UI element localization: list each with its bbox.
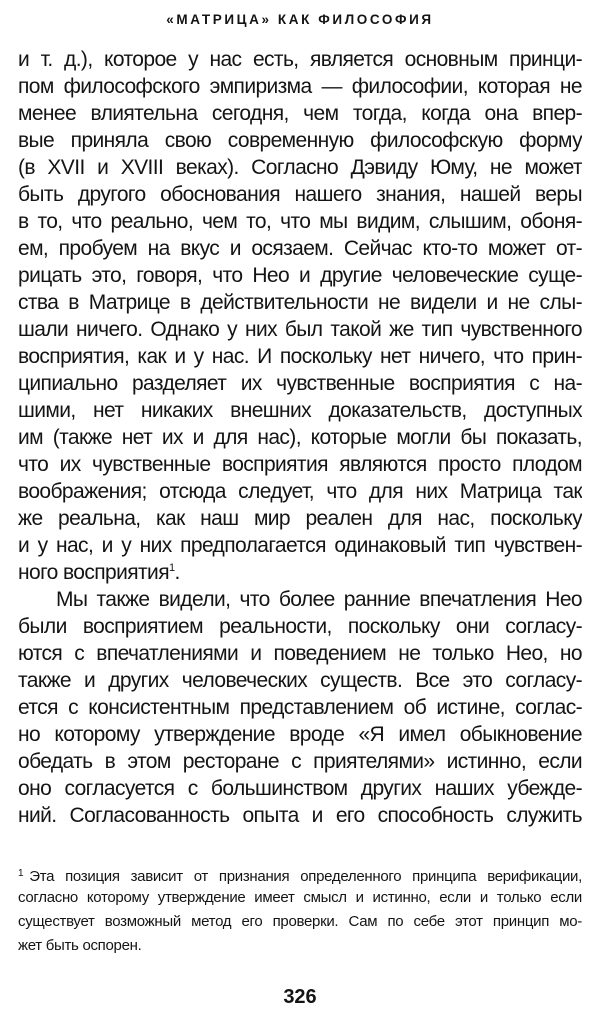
text-line: рицать это, говоря, что Нео и другие человеческие суще- — [18, 264, 582, 287]
text-line: оно согласуется с большинством других наших убежде- — [18, 777, 582, 800]
text-line: восприятия, как и у нас. И поскольку нет ничего, что прин- — [18, 345, 582, 368]
text-line: Мы также видели, что более ранние впечатления Нео — [56, 588, 582, 611]
text-line: ний. Согласованность опыта и его способность служить — [18, 804, 582, 827]
text-line: (в XVII и XVIII веках). Согласно Дэвиду Юму, не может — [18, 156, 582, 179]
footnote-marker: 1 — [18, 868, 24, 879]
body-text — [18, 46, 582, 829]
text-line-content: ного восприятия — [18, 561, 169, 584]
text-line: были восприятием реальности, поскольку они согласу- — [18, 615, 582, 638]
text-line: воображения; отсюда следует, что для них Матрица так — [18, 480, 582, 503]
text-line: также и других человеческих существ. Все это согласу- — [18, 669, 582, 692]
footnote — [18, 862, 582, 958]
text-line: и т. д.), которое у нас есть, является основным принци- — [18, 48, 582, 71]
footnote-line — [18, 862, 582, 886]
footnote-reference[interactable]: 1 — [168, 562, 175, 574]
footnote-line-content: существует возможный метод его проверки. Сам по себе этот принцип мо- — [18, 913, 582, 930]
footnote-line — [18, 886, 582, 910]
text-line: менее влиятельна сегодня, чем тогда, когда она впер- — [18, 102, 582, 125]
paragraph-1 — [18, 46, 582, 586]
text-line: ципиально разделяет их чувственные восприятия с на- — [18, 372, 582, 395]
text-line: ется с консистентным представлением об истине, соглас- — [18, 696, 582, 719]
text-line: быть другого обоснования нашего знания, нашей веры — [18, 183, 582, 206]
page-number: 326 — [283, 986, 317, 1008]
text-line — [18, 559, 582, 586]
footnote-line-content: Эта позиция зависит от признания определенного принципа верификации, — [29, 868, 582, 885]
paragraph-2 — [18, 586, 582, 829]
footnote-line — [18, 934, 582, 958]
period: . — [174, 561, 180, 584]
text-line: что их чувственные восприятия являются просто плодом — [18, 453, 582, 476]
running-header: «МАТРИЦА» КАК ФИЛОСОФИЯ — [166, 12, 434, 27]
text-line: в то, что реально, чем то, что мы видим, слышим, обоня- — [18, 210, 582, 233]
text-line: им (также нет их и для нас), которые могли бы показать, — [18, 426, 582, 449]
text-line: и у нас, и у них предполагается одинаковый тип чувствен- — [18, 534, 582, 557]
footnote-line-content: согласно которому утверждение имеет смысл и истинно, если и только если — [18, 889, 582, 906]
text-line: но которому утверждение вроде «Я имел обыкновение — [18, 723, 582, 746]
text-line: ем, пробуем на вкус и осязаем. Сейчас кто-то может от- — [18, 237, 582, 260]
text-line: ства в Матрице в действительности не видели и не слы- — [18, 291, 582, 314]
text-line: ются с впечатлениями и поведением не только Нео, но — [18, 642, 582, 665]
footnote-line-content: жет быть оспорен. — [18, 937, 142, 954]
text-line: обедать в этом ресторане с приятелями» истинно, если — [18, 750, 582, 773]
footnote-line — [18, 910, 582, 934]
text-line: пом философского эмпиризма — философии, которая не — [18, 75, 582, 98]
text-line: шими, нет никаких внешних доказательств, доступных — [18, 399, 582, 422]
text-line: шали ничего. Однако у них был такой же тип чувственного — [18, 318, 582, 341]
text-line: же реальна, как наш мир реален для нас, поскольку — [18, 507, 582, 530]
text-line: вые приняла свою современную философскую форму — [18, 129, 582, 152]
